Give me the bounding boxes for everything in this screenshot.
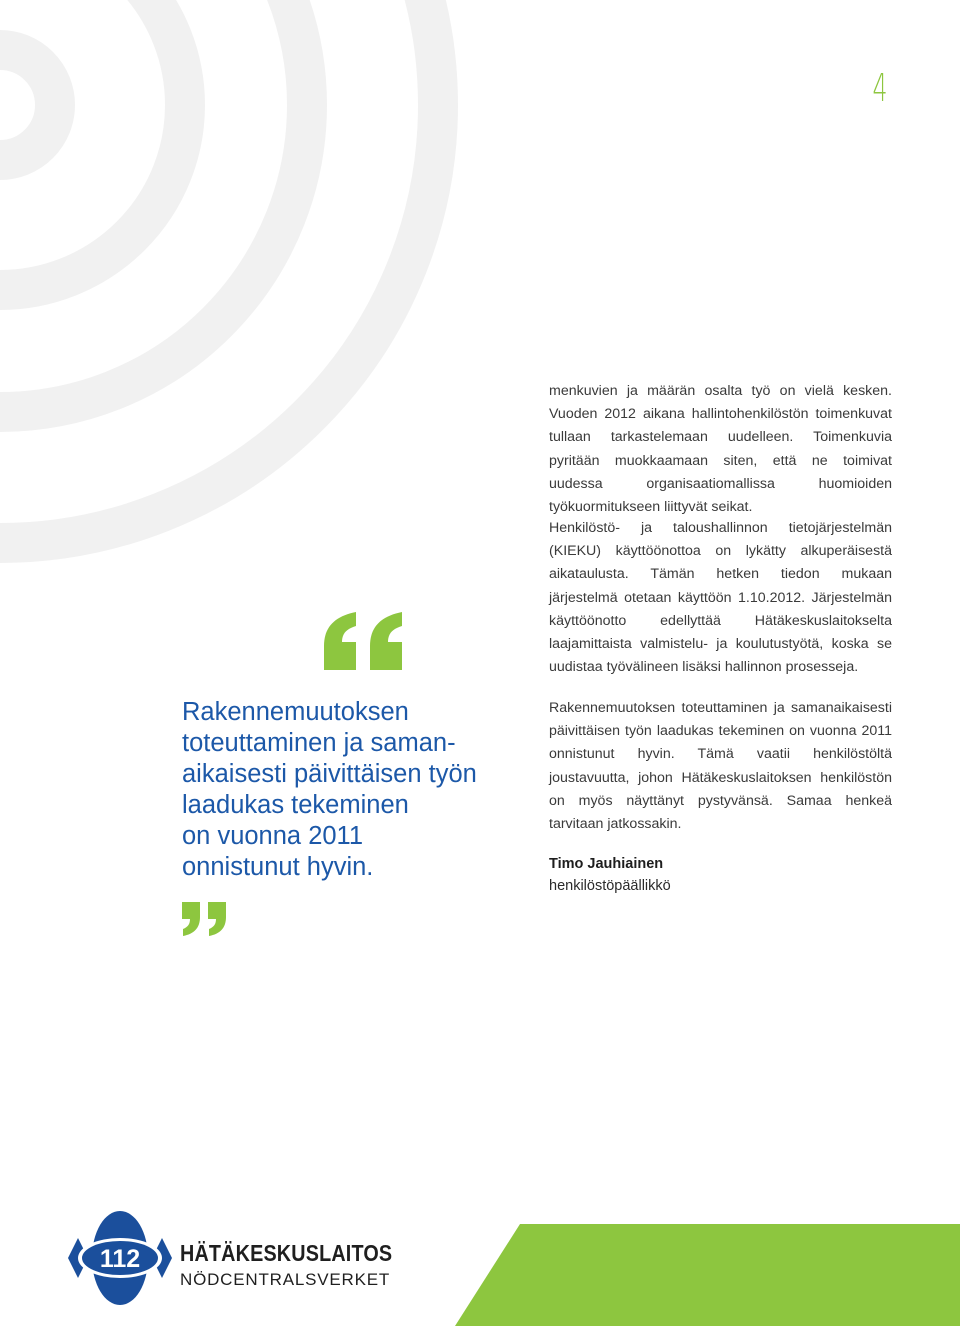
body-paragraph-3: Rakennemuutoksen toteuttaminen ja samanaikaisesti päivittäisen työn laadukas tekeminen on vuonna 2011 onnistunut hyvin. Tämä vaatii henkilöstöltä joustavuutta, johon Hätäkeskuslaitoksen henkilöstön on myös näyttänyt pystyvänsä. Samaa henkeä tarvitaan jatkossakin. bbox=[549, 700, 892, 833]
pull-quote-line: laadukas tekeminen bbox=[182, 791, 409, 819]
pull-quote-line: aikaisesti päivittäisen työn bbox=[182, 760, 477, 788]
author-title: henkilöstöpäällikkö bbox=[549, 878, 671, 894]
ring-inner bbox=[0, 50, 55, 160]
pull-quote bbox=[182, 697, 502, 883]
body-paragraph-2: Henkilöstö- ja taloushallinnon tietojärjestelmän (KIEKU) käyttöönottoa on lykätty alkuperäisestä aikataulusta. Tämän hetken tiedon mukaan järjestelmä otetaan käyttöön 1.10.2012. Järjestelmän käyttöönotto edellyttää Hätäkeskuslaitokselta laajamittaista valmistelu- ja koulutustyötä, koska se uudistaa työvälineen lisäksi hallinnon prosesseja. bbox=[549, 520, 892, 676]
body-paragraph-1: menkuvien ja määrän osalta työ on vielä kesken. Vuoden 2012 aikana hallintohenkilöstön toimenkuvat tullaan tarkastelemaan uudelleen. Toimenkuvia pyritään muokkaamaan siten, että ne toimivat uudessa organisaatiomallissa huomioiden työkuormitukseen liittyvät seikat. bbox=[549, 383, 892, 516]
logo-number: 112 bbox=[99, 1245, 141, 1273]
author-name: Timo Jauhiainen bbox=[549, 856, 664, 872]
close-quote-icon bbox=[182, 902, 228, 936]
pull-quote-line: toteuttaminen ja saman- bbox=[182, 729, 456, 757]
org-name-finnish: HÄTÄKESKUSLAITOS bbox=[180, 1240, 393, 1266]
pull-quote-line: onnistunut hyvin. bbox=[182, 853, 374, 881]
pull-quote-line: on vuonna 2011 bbox=[182, 822, 364, 850]
open-quote-icon bbox=[322, 612, 406, 674]
page-number: 4 bbox=[872, 66, 888, 110]
112-logo-icon bbox=[66, 1206, 174, 1310]
pull-quote-line: Rakennemuutoksen bbox=[182, 698, 409, 726]
org-name-swedish: NÖDCENTRALSVERKET bbox=[180, 1270, 391, 1289]
